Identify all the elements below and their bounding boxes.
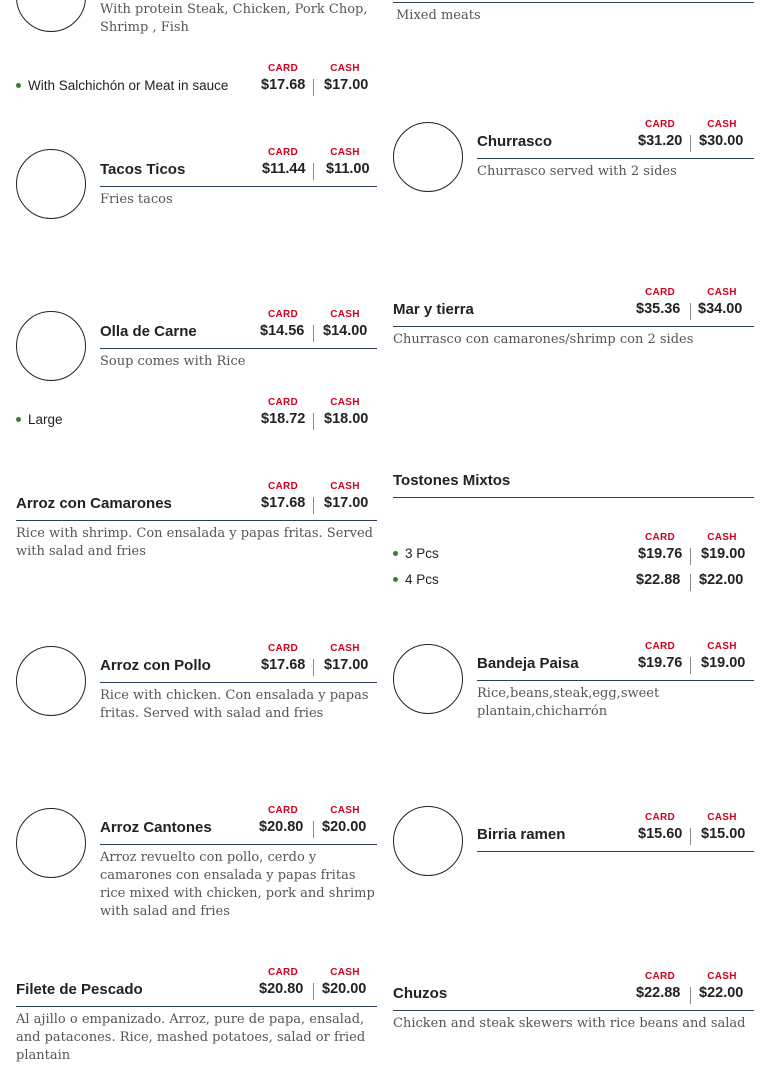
item-description: Arroz revuelto con pollo, cerdo y camarones con ensalada y papas fritas rice mixed with chicken, pork and shrimp with salad and fries (100, 850, 375, 919)
cash-price: $17.00 (324, 495, 369, 511)
item-image-placeholder (393, 644, 463, 714)
price-divider (690, 574, 691, 591)
card-label: CARD (644, 641, 676, 652)
item-divider (477, 851, 754, 852)
card-label: CARD (644, 287, 676, 298)
item-divider (393, 326, 754, 327)
card-label: CARD (267, 397, 299, 408)
cash-label: CASH (707, 287, 737, 298)
option-label: With Salchichón or Meat in sauce (28, 78, 229, 93)
price-group (256, 805, 372, 839)
cash-label: CASH (330, 967, 360, 978)
price-divider (690, 135, 691, 152)
item-image-placeholder (16, 0, 86, 32)
cash-price: $17.00 (324, 77, 369, 93)
item-name[interactable]: Bandeja Paisa (477, 655, 579, 672)
item-image-placeholder (16, 149, 86, 219)
card-label: CARD (267, 967, 299, 978)
cash-price: $14.00 (323, 323, 368, 339)
card-price: $22.88 (636, 985, 681, 1001)
item-description: Chicken and steak skewers with rice beans and salad (393, 1016, 746, 1031)
item-divider (16, 1006, 377, 1007)
item-divider (100, 348, 377, 349)
item-name[interactable]: Birria ramen (477, 826, 566, 843)
card-label: CARD (644, 971, 676, 982)
cash-price: $20.00 (322, 819, 367, 835)
bullet-icon (393, 551, 398, 556)
item-name[interactable]: Arroz con Camarones (16, 495, 172, 512)
cash-price: $20.00 (322, 981, 367, 997)
card-label: CARD (644, 812, 676, 823)
item-divider (100, 682, 377, 683)
item-description: Rice with shrimp. Con ensalada y papas fritas. Served with salad and fries (16, 526, 373, 559)
item-name[interactable]: Chuzos (393, 985, 448, 1002)
card-price: $18.72 (261, 411, 306, 427)
item-divider (393, 2, 754, 3)
card-price: $11.44 (262, 161, 306, 177)
cash-label: CASH (330, 63, 360, 74)
price-divider (313, 497, 314, 514)
item-description: Mixed meats (396, 8, 481, 23)
item-name[interactable]: Arroz Cantones (100, 819, 212, 836)
price-divider (690, 303, 691, 320)
cash-label: CASH (707, 119, 737, 130)
item-name[interactable]: Filete de Pescado (16, 981, 143, 998)
cash-price: $19.00 (701, 655, 746, 671)
item-name[interactable]: Tostones Mixtos (393, 472, 511, 489)
item-divider (393, 1010, 754, 1011)
option-label: 4 Pcs (405, 572, 439, 587)
item-divider (393, 497, 754, 498)
cash-label: CASH (707, 971, 737, 982)
cash-price: $15.00 (701, 826, 746, 842)
card-price: $17.68 (261, 495, 306, 511)
cash-label: CASH (707, 532, 737, 543)
option-row[interactable] (16, 412, 63, 427)
item-description: Churrasco served with 2 sides (477, 164, 677, 179)
item-description: Soup comes with Rice (100, 354, 246, 369)
card-price: $17.68 (261, 77, 306, 93)
option-label: Large (28, 412, 63, 427)
price-divider (313, 413, 314, 430)
price-divider (313, 983, 314, 1000)
price-group (633, 558, 749, 592)
price-group (633, 812, 749, 846)
bullet-icon (393, 577, 398, 582)
price-group (256, 397, 372, 431)
item-image-placeholder (16, 808, 86, 878)
cash-price: $17.00 (324, 657, 369, 673)
price-divider (313, 163, 314, 180)
item-description: Churrasco con camarones/shrimp con 2 sides (393, 332, 694, 347)
price-group (633, 119, 749, 153)
card-label: CARD (267, 63, 299, 74)
item-divider (100, 844, 377, 845)
option-row[interactable] (393, 572, 439, 587)
price-group (256, 309, 372, 343)
item-name[interactable]: Mar y tierra (393, 301, 474, 318)
card-label: CARD (267, 805, 299, 816)
cash-label: CASH (330, 309, 360, 320)
price-group (256, 63, 372, 97)
price-divider (313, 821, 314, 838)
card-price: $14.56 (260, 323, 305, 339)
card-price: $31.20 (638, 133, 683, 149)
card-label: CARD (644, 119, 676, 130)
price-group (256, 643, 372, 677)
cash-label: CASH (707, 641, 737, 652)
cash-label: CASH (330, 643, 360, 654)
card-label: CARD (644, 532, 676, 543)
price-group (256, 967, 372, 1001)
price-divider (313, 79, 314, 96)
price-divider (690, 657, 691, 674)
cash-label: CASH (330, 397, 360, 408)
card-label: CARD (267, 147, 299, 158)
price-divider (690, 828, 691, 845)
item-image-placeholder (16, 311, 86, 381)
card-price: $17.68 (261, 657, 306, 673)
item-description: Rice,beans,steak,egg,sweet plantain,chicharrón (477, 686, 660, 719)
price-divider (690, 987, 691, 1004)
item-divider (100, 186, 377, 187)
bullet-icon (16, 417, 21, 422)
item-image-placeholder (393, 806, 463, 876)
price-group (256, 481, 372, 515)
cash-label: CASH (330, 147, 360, 158)
card-price: $19.76 (638, 655, 683, 671)
item-divider (477, 158, 754, 159)
card-label: CARD (267, 643, 299, 654)
card-label: CARD (267, 481, 299, 492)
item-name[interactable]: Arroz con Pollo (100, 657, 211, 674)
price-divider (313, 659, 314, 676)
card-price: $15.60 (638, 826, 683, 842)
price-group (633, 641, 749, 675)
item-divider (477, 680, 754, 681)
card-price: $22.88 (636, 572, 681, 588)
price-group (633, 971, 749, 1005)
price-group (256, 147, 372, 181)
bullet-icon (16, 83, 21, 88)
item-name[interactable]: Olla de Carne (100, 323, 197, 340)
item-description: With protein Steak, Chicken, Pork Chop, Shrimp , Fish (100, 2, 368, 35)
cash-label: CASH (330, 481, 360, 492)
option-label: 3 Pcs (405, 546, 439, 561)
cash-price: $34.00 (698, 301, 743, 317)
item-description: Fries tacos (100, 192, 173, 207)
card-price: $35.36 (636, 301, 681, 317)
card-price: $20.80 (259, 819, 304, 835)
price-group (633, 287, 749, 321)
cash-price: $22.00 (699, 985, 744, 1001)
item-image-placeholder (393, 122, 463, 192)
option-row[interactable] (393, 546, 439, 561)
item-image-placeholder (16, 646, 86, 716)
cash-price: $11.00 (326, 161, 370, 177)
item-divider (16, 520, 377, 521)
price-divider (313, 325, 314, 342)
item-description: Rice with chicken. Con ensalada y papas fritas. Served with salad and fries (100, 688, 369, 721)
cash-label: CASH (707, 812, 737, 823)
option-row[interactable] (16, 78, 228, 93)
cash-price: $18.00 (324, 411, 369, 427)
cash-price: $19.00 (701, 546, 746, 562)
item-name[interactable]: Churrasco (477, 133, 553, 150)
cash-label: CASH (330, 805, 360, 816)
card-label: CARD (267, 309, 299, 320)
cash-price: $30.00 (699, 133, 744, 149)
card-price: $20.80 (259, 981, 304, 997)
card-price: $19.76 (638, 546, 683, 562)
cash-price: $22.00 (699, 572, 744, 588)
item-name[interactable]: Tacos Ticos (100, 161, 186, 178)
item-description: Al ajillo o empanizado. Arroz, pure de papa, ensalad, and patacones. Rice, mashed potatoes, salad or fried plantain (16, 1012, 366, 1063)
